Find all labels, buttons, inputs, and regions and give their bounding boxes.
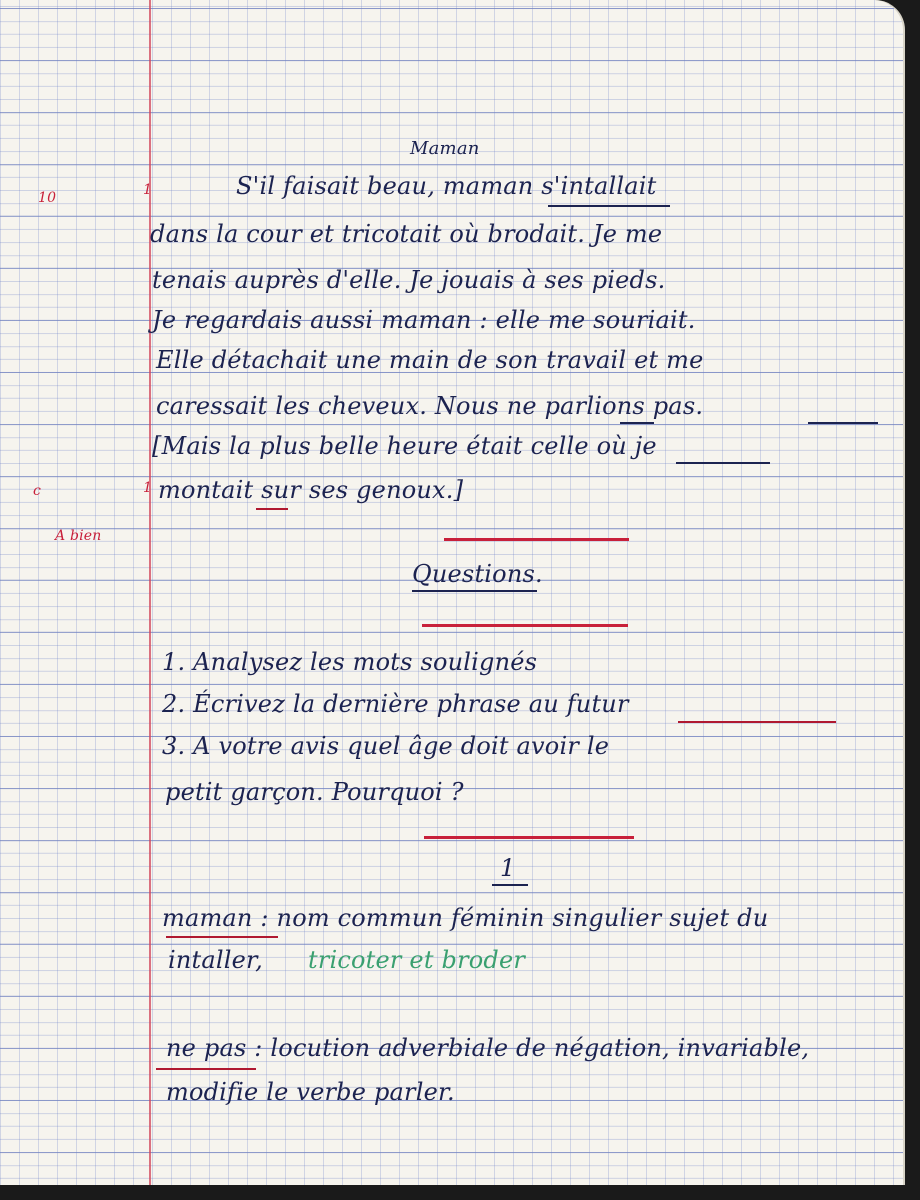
underline-pas xyxy=(808,422,878,424)
underline-celle xyxy=(676,462,770,464)
margin-tick-2: 1 xyxy=(143,480,153,496)
margin-line xyxy=(149,0,151,1185)
underline-maman xyxy=(548,205,670,207)
question-3: 3. A votre avis quel âge doit avoir le xyxy=(162,732,610,760)
dictation-line-6: caressait les cheveux. Nous ne parlions pas. xyxy=(156,392,704,420)
answer-line-3: ne pas : locution adverbiale de négation, invariable, xyxy=(166,1034,810,1062)
underline-montait xyxy=(256,508,288,510)
underline-futur xyxy=(678,721,836,723)
margin-letter: c xyxy=(33,483,42,499)
section-rule-3 xyxy=(424,836,634,839)
dictation-line-4: Je regardais aussi maman : elle me souriait. xyxy=(152,306,696,334)
answer-line-4: modifie le verbe parler. xyxy=(166,1078,455,1106)
section-rule-2 xyxy=(422,624,628,627)
dictation-line-8: montait sur ses genoux.] xyxy=(158,476,464,504)
dictation-line-2: dans la cour et tricotait où brodait. Je me xyxy=(150,220,663,248)
margin-tick-1: 1 xyxy=(143,182,153,198)
underline-ne-pas-answer xyxy=(156,1068,256,1070)
underline-questions-title xyxy=(412,590,537,592)
margin-grade: 10 xyxy=(38,190,57,206)
answer-line-2a: intaller, xyxy=(168,946,263,974)
underline-maman-answer xyxy=(166,936,278,938)
question-2: 2. Écrivez la dernière phrase au futur xyxy=(162,690,629,718)
dictation-line-7: [Mais la plus belle heure était celle où je xyxy=(152,432,657,460)
answer-line-2b: tricoter et broder xyxy=(308,946,526,974)
questions-title: Questions. xyxy=(412,560,543,588)
section-rule-1 xyxy=(444,538,629,541)
dictation-line-3: tenais auprès d'elle. Je jouais à ses pieds. xyxy=(152,266,666,294)
answer-line-1: maman : nom commun féminin singulier sujet du xyxy=(162,904,769,932)
answer-number: 1 xyxy=(500,854,516,882)
underline-ne xyxy=(620,422,654,424)
margin-comment: A bien xyxy=(55,528,102,544)
page-title: Maman xyxy=(410,138,480,159)
underline-answer-number xyxy=(492,884,528,886)
question-3-cont: petit garçon. Pourquoi ? xyxy=(165,778,464,806)
dictation-line-1: S'il faisait beau, maman s'intallait xyxy=(236,172,657,200)
question-1: 1. Analysez les mots soulignés xyxy=(162,648,538,676)
dictation-line-5: Elle détachait une main de son travail et me xyxy=(156,346,704,374)
